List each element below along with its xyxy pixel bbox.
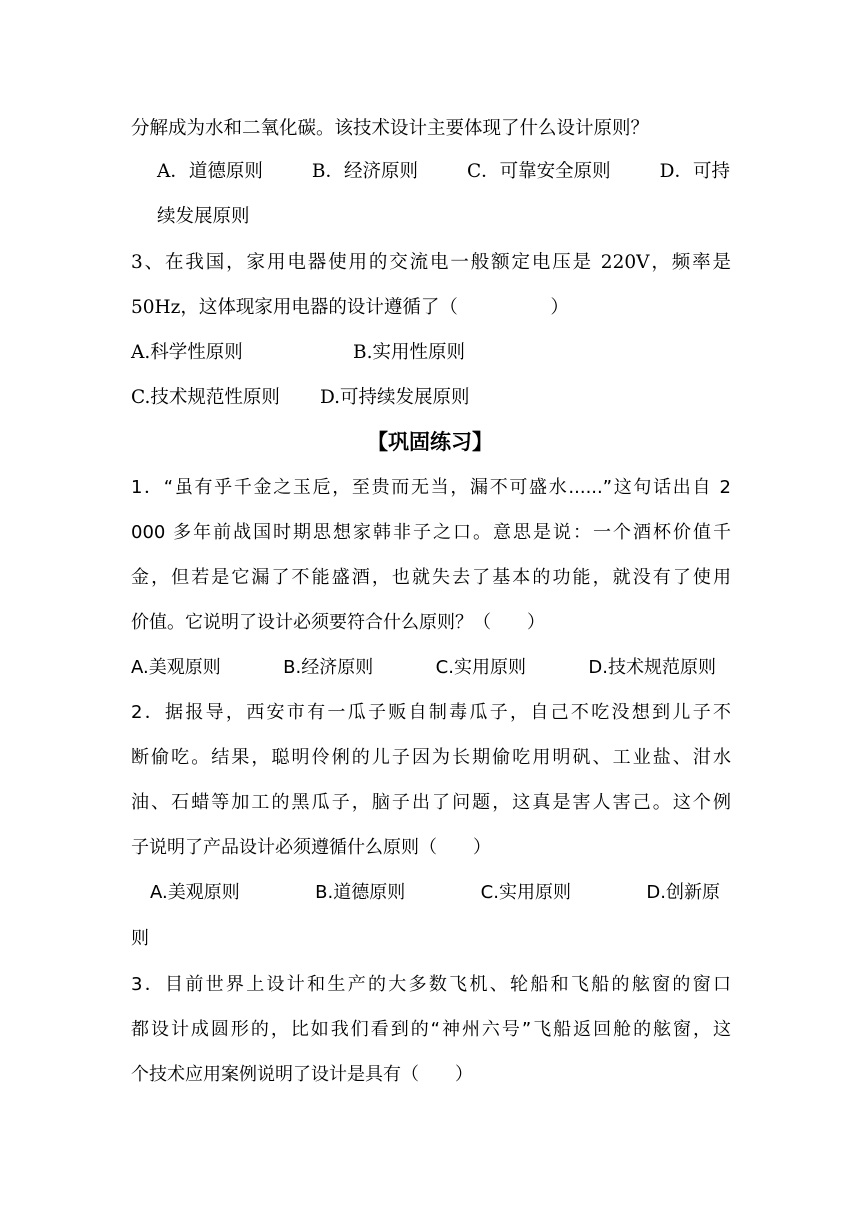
answer-options <box>157 159 730 185</box>
c2-line-3: 油、石蜡等加工的黑瓜子，脑子出了问题，这真是害人害己。这个例 <box>131 792 731 813</box>
question-3-line-2: 50Hz，这体现家用电器的设计遵循了（ ） <box>131 297 569 318</box>
option-d: D.创新原 <box>646 882 720 903</box>
c2-line-1: 2．据报导，西安市有一瓜子贩自制毒瓜子，自己不吃没想到儿子不 <box>131 702 731 723</box>
question-text-line: 分解成为水和二氧化碳。该技术设计主要体现了什么设计原则？ <box>131 118 650 139</box>
option-b: B.道德原则 <box>315 882 406 903</box>
option-d: D.技术规范原则 <box>588 657 716 678</box>
option-d-continuation: 续发展原则 <box>157 206 250 227</box>
option-b: B．经济原则 <box>311 161 418 182</box>
option-a: A.美观原则 <box>150 882 240 903</box>
option-c: C.实用原则 <box>435 657 526 678</box>
c1-line-2: 000 多年前战国时期思想家韩非子之口。意思是说：一个酒杯价值千 <box>131 522 731 543</box>
option-c: C.技术规范性原则 <box>131 387 280 408</box>
c2-line-4: 子说明了产品设计必须遵循什么原则（ ） <box>131 837 491 858</box>
option-a: A.科学性原则 <box>131 342 243 363</box>
option-c: C.实用原则 <box>480 882 571 903</box>
c2-option-d-continuation: 则 <box>131 928 149 949</box>
c3-line-2: 都设计成圆形的，比如我们看到的“神州六号”飞船返回舱的舷窗，这 <box>131 1019 731 1040</box>
question-3-options-row-1 <box>131 340 465 366</box>
option-a: A．道德原则 <box>157 161 263 182</box>
c1-line-3: 金，但若是它漏了不能盛酒，也就失去了基本的功能，就没有了使用 <box>131 567 731 588</box>
c1-options <box>131 655 716 681</box>
c3-line-3: 个技术应用案例说明了设计是具有（ ） <box>131 1064 473 1085</box>
question-3-options-row-2 <box>131 385 470 411</box>
option-d: D.可持续发展原则 <box>320 387 470 408</box>
option-b: B.实用性原则 <box>353 342 465 363</box>
question-3-line-1: 3、在我国，家用电器使用的交流电一般额定电压是 220V，频率是 <box>131 252 731 273</box>
option-c: C．可靠安全原则 <box>466 161 611 182</box>
c1-line-4: 价值。它说明了设计必须要符合什么原则？（ ） <box>131 612 545 633</box>
option-d: D．可持 <box>659 161 730 182</box>
option-a: A.美观原则 <box>131 657 221 678</box>
c1-line-1: 1．“虽有乎千金之玉卮，至贵而无当，漏不可盛水......”这句话出自 2 <box>131 477 731 498</box>
c2-options <box>150 880 720 906</box>
option-b: B.经济原则 <box>283 657 374 678</box>
c3-line-1: 3．目前世界上设计和生产的大多数飞机、轮船和飞船的舷窗的窗口 <box>131 974 731 995</box>
c2-line-2: 断偷吃。结果，聪明伶俐的儿子因为长期偷吃用明矾、工业盐、泔水 <box>131 747 731 768</box>
section-title: 【巩固练习】 <box>367 430 493 454</box>
